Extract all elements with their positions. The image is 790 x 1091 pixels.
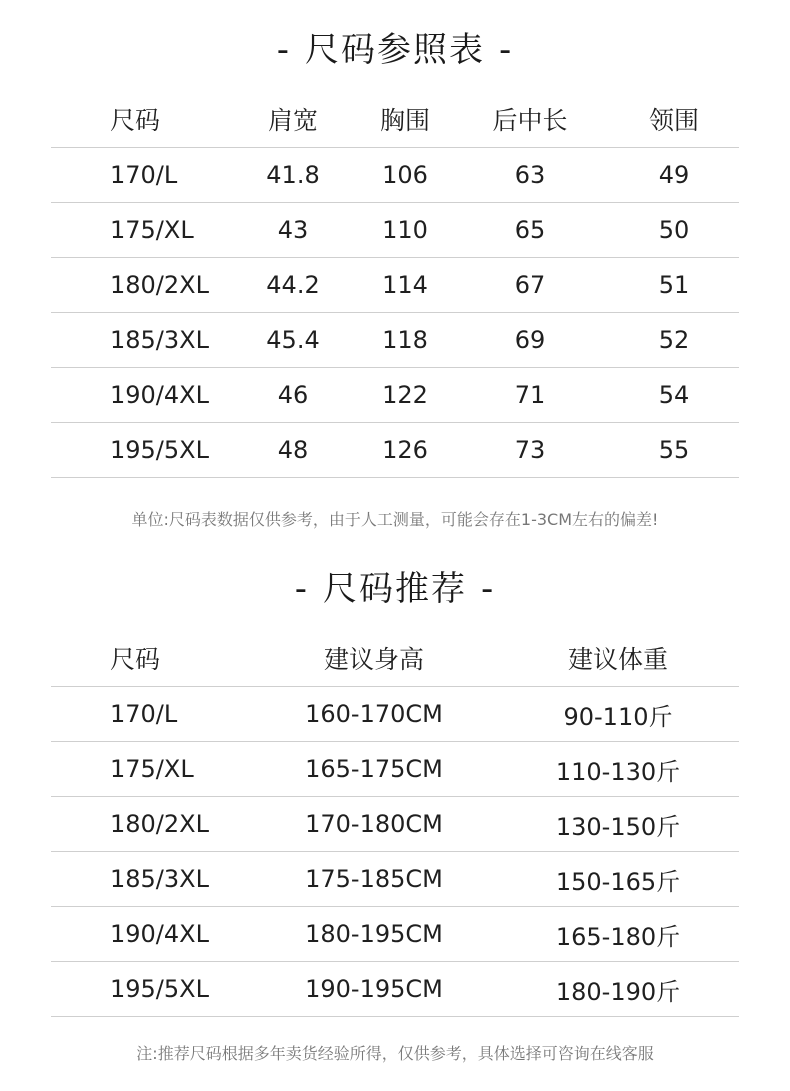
cell-weight: 110-130斤: [555, 757, 681, 786]
cell-collar: 49: [658, 161, 690, 189]
cell-size: 175/XL: [110, 216, 194, 244]
cell-collar: 52: [658, 326, 690, 354]
cell-size: 190/4XL: [110, 381, 209, 409]
cell-weight: 130-150斤: [555, 812, 681, 841]
recommendation-table: [51, 630, 739, 1017]
cell-collar: 54: [658, 381, 690, 409]
recommendation-header-row: [51, 630, 739, 687]
header-size: 尺码: [110, 106, 161, 135]
table-row: [51, 742, 739, 797]
size-chart-table: [51, 91, 739, 478]
size-chart-header-row: [51, 91, 739, 148]
cell-back-length: 63: [514, 161, 546, 189]
header-chest: 胸围: [379, 106, 430, 135]
cell-weight: 90-110斤: [563, 702, 673, 731]
title-dash-right: -: [481, 569, 496, 609]
table-row: [51, 313, 739, 368]
size-chart-title-text: 尺码参照表: [305, 30, 485, 70]
cell-back-length: 65: [514, 216, 546, 244]
recommendation-title-text: 尺码推荐: [323, 569, 467, 609]
cell-shoulder: 43: [277, 216, 309, 244]
cell-chest: 106: [382, 161, 428, 189]
cell-weight: 150-165斤: [555, 867, 681, 896]
cell-size: 180/2XL: [110, 271, 209, 299]
header-size: 尺码: [110, 645, 161, 674]
cell-weight: 180-190斤: [555, 977, 681, 1006]
cell-weight: 165-180斤: [555, 922, 681, 951]
cell-back-length: 69: [514, 326, 546, 354]
cell-size: 195/5XL: [110, 436, 209, 464]
header-weight: 建议体重: [567, 645, 668, 674]
cell-shoulder: 45.4: [266, 326, 320, 354]
table-row: [51, 203, 739, 258]
cell-height: 170-180CM: [305, 810, 443, 838]
cell-back-length: 71: [514, 381, 546, 409]
cell-shoulder: 46: [277, 381, 309, 409]
table-row: [51, 687, 739, 742]
cell-height: 165-175CM: [305, 755, 443, 783]
cell-size: 185/3XL: [110, 865, 209, 893]
cell-size: 185/3XL: [110, 326, 209, 354]
title-dash-right: -: [499, 30, 514, 70]
header-back-length: 后中长: [492, 106, 568, 135]
cell-size: 180/2XL: [110, 810, 209, 838]
title-dash-left: -: [294, 569, 309, 609]
size-chart-note: 单位:尺码表数据仅供参考，由于人工测量，可能会存在1-3CM左右的偏差!: [131, 510, 659, 529]
cell-height: 190-195CM: [305, 975, 443, 1003]
header-collar: 领围: [648, 106, 699, 135]
table-row: [51, 797, 739, 852]
cell-chest: 126: [382, 436, 428, 464]
cell-chest: 110: [382, 216, 428, 244]
cell-height: 160-170CM: [305, 700, 443, 728]
table-row: [51, 423, 739, 478]
table-row: [51, 368, 739, 423]
cell-size: 190/4XL: [110, 920, 209, 948]
table-row: [51, 852, 739, 907]
cell-collar: 55: [658, 436, 690, 464]
cell-size: 170/L: [110, 700, 178, 728]
cell-back-length: 67: [514, 271, 546, 299]
cell-shoulder: 48: [277, 436, 309, 464]
cell-height: 180-195CM: [305, 920, 443, 948]
cell-shoulder: 44.2: [266, 271, 320, 299]
recommendation-note: 注:推荐尺码根据多年卖货经验所得，仅供参考，具体选择可咨询在线客服: [136, 1044, 654, 1063]
cell-height: 175-185CM: [305, 865, 443, 893]
header-height: 建议身高: [323, 645, 424, 674]
cell-chest: 118: [382, 326, 428, 354]
cell-collar: 51: [658, 271, 690, 299]
size-chart-title: [0, 22, 790, 71]
header-shoulder: 肩宽: [267, 106, 318, 135]
cell-back-length: 73: [514, 436, 546, 464]
cell-chest: 114: [382, 271, 428, 299]
table-row: [51, 962, 739, 1017]
table-row: [51, 148, 739, 203]
table-row: [51, 258, 739, 313]
cell-chest: 122: [382, 381, 428, 409]
cell-collar: 50: [658, 216, 690, 244]
title-dash-left: -: [276, 30, 291, 70]
cell-size: 195/5XL: [110, 975, 209, 1003]
cell-size: 170/L: [110, 161, 178, 189]
recommendation-title: [0, 561, 790, 610]
cell-size: 175/XL: [110, 755, 194, 783]
cell-shoulder: 41.8: [266, 161, 320, 189]
table-row: [51, 907, 739, 962]
